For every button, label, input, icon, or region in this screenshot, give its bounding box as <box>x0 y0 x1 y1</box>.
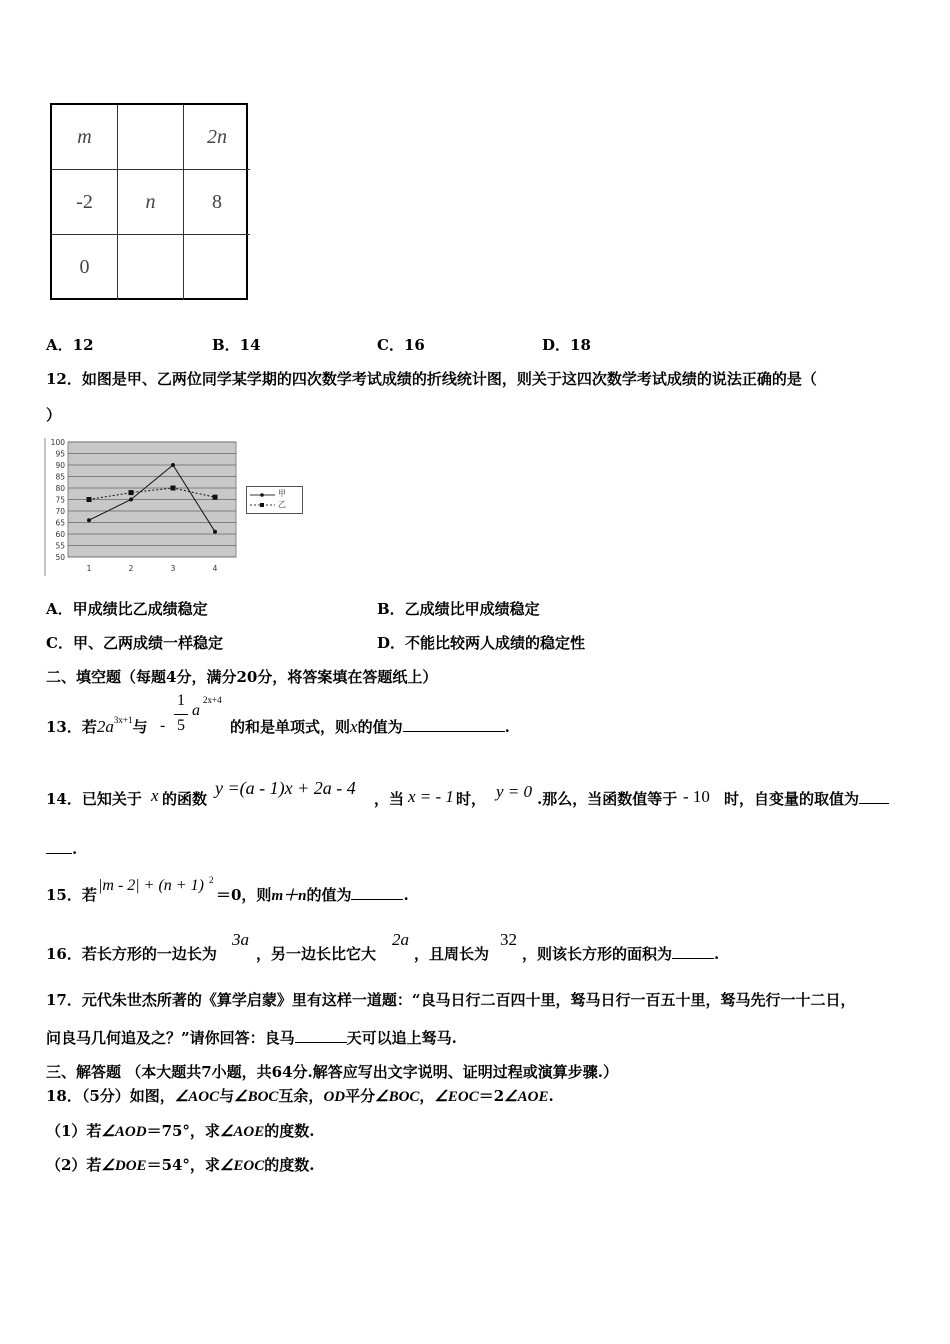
q12-option-d: D．不能比较两人成绩的稳定性 <box>377 634 586 652</box>
q14-answer-blank-cont[interactable] <box>46 839 72 854</box>
q13-answer-blank[interactable] <box>403 717 505 732</box>
section3-heading: 三、解答题 （本大题共7小题，共64分.解答应写出文字说明、证明过程或演算步骤.） <box>46 1063 618 1081</box>
q15-tail: 的值为 <box>306 886 352 904</box>
q18-stem <box>46 1086 554 1107</box>
q15-answer-blank[interactable] <box>351 885 403 900</box>
q18-p2-angle-doe: ∠DOE <box>101 1158 147 1174</box>
chart-y-tick-label: 90 <box>55 461 65 470</box>
q14-mid4: .那么，当函数值等于 <box>537 790 678 808</box>
grid-cell: 2n <box>184 105 250 170</box>
q13-line <box>46 717 147 739</box>
q14-mid5-text: 时，自变量的取值为 <box>724 790 860 808</box>
chart-point-jia <box>171 463 175 467</box>
q15-mid: ＝0，则 <box>216 886 272 904</box>
q13-tail <box>230 717 510 737</box>
q14-mid2: ，当 <box>374 790 405 808</box>
q15-end: . <box>403 886 409 904</box>
grid-cell: 0 <box>52 235 118 300</box>
legend-jia-marker-icon <box>260 493 264 497</box>
q18-angle-aoc: ∠AOC <box>174 1089 220 1105</box>
q18-p2e: 的度数. <box>264 1156 315 1174</box>
q15-tail-line <box>216 885 409 906</box>
q16-prefix: 16．若长方形的一边长为 <box>46 945 217 963</box>
q18-angle-aoe: ∠AOE <box>504 1089 549 1105</box>
q18-stem-m: . <box>548 1087 554 1105</box>
q18-stem-g: 平分 <box>345 1087 376 1105</box>
q12-stem-line2: ） <box>46 406 62 424</box>
q17-line2a: 问良马几何追及之？”请你回答：良马 <box>46 1029 295 1047</box>
grid-cell: n <box>118 170 184 235</box>
q14-value: - 10 <box>683 787 710 806</box>
chart-point-jia <box>213 530 217 534</box>
q14-cond2: y = 0 <box>496 782 533 801</box>
q15-prefix: 15．若 <box>46 886 97 904</box>
q13-frac-num: 1 <box>177 692 185 709</box>
q13-term2-exp: 2x+4 <box>203 695 222 705</box>
chart-y-tick-label: 60 <box>55 530 65 539</box>
chart-y-tick-label: 85 <box>55 472 65 482</box>
chart-point-yi <box>213 495 218 500</box>
q13-term1: 2a <box>96 717 114 736</box>
chart-x-tick-label: 4 <box>212 564 218 573</box>
grid-cell: -2 <box>52 170 118 235</box>
q13-frac-den: 5 <box>177 717 185 734</box>
q17-line2b: 天可以追上驽马. <box>346 1029 457 1047</box>
q15-sum: m＋n <box>271 888 307 904</box>
chart-x-tick-label: 3 <box>170 564 176 573</box>
q14-end: . <box>72 840 78 858</box>
q16-value3: 32 <box>500 930 517 949</box>
chart-y-tick-label: 75 <box>55 495 65 505</box>
chart-y-tick-label: 95 <box>55 449 65 459</box>
q13-frac-bar <box>174 714 188 715</box>
chart-y-tick-label: 65 <box>55 518 65 528</box>
q12-option-b: B．乙成绩比甲成绩稳定 <box>377 600 540 618</box>
chart-y-tick-label: 50 <box>55 553 65 562</box>
legend-label-yi: 乙 <box>278 500 286 509</box>
q18-angle-boc-2: ∠BOC <box>375 1089 420 1105</box>
q17-line1: 17．元代朱世杰所著的《算学启蒙》里有这样一道题：“良马日行二百四十里，驽马日行一百五十里，驽马先行一十二日， <box>46 991 856 1009</box>
q13-tail2: 的值为 <box>357 718 403 736</box>
q11-option-a: A．12 <box>46 336 94 354</box>
chart-y-tick-label: 80 <box>55 484 65 493</box>
q18-p2a: （2）若 <box>46 1156 102 1174</box>
q12-option-a: A．甲成绩比乙成绩稳定 <box>46 600 208 618</box>
legend-yi-marker-icon <box>260 503 264 507</box>
chart-x-tick-label: 2 <box>128 564 134 573</box>
chart-point-yi <box>129 490 134 495</box>
grid-cell: m <box>52 105 118 170</box>
q13-term2-base: a <box>192 702 200 719</box>
q14-mid3: 时， <box>456 790 487 808</box>
grid-cell <box>184 235 250 300</box>
q14-var: x <box>151 786 159 805</box>
q13-num: 13．若 <box>46 718 97 736</box>
q13-conj: 与 <box>132 718 148 736</box>
q11-option-c: C．16 <box>377 336 425 354</box>
q18-angle-eoc: ∠EOC <box>434 1089 479 1105</box>
q18-ray-od: OD <box>323 1089 346 1105</box>
chart-point-yi <box>87 497 92 502</box>
q13-minus: - <box>160 717 166 734</box>
q18-stem-k: ＝2 <box>478 1087 505 1105</box>
q18-p1-angle-aoe: ∠AOE <box>219 1124 265 1140</box>
section2-heading: 二、填空题（每题4分，满分20分，将答案填在答题纸上） <box>46 668 438 686</box>
q14-mid1: 的函数 <box>162 790 208 808</box>
q12-option-c: C．甲、乙两成绩一样稳定 <box>46 634 223 652</box>
grid-cell: 8 <box>184 170 250 235</box>
q14-function: y =(a - 1)x + 2a - 4 <box>215 778 356 798</box>
q16-tail: ，则该长方形的面积为 <box>522 945 673 963</box>
q18-stem-e: 互余， <box>278 1087 324 1105</box>
chart-x-tick-label: 1 <box>86 564 92 573</box>
q14-answer-blank[interactable] <box>859 789 889 804</box>
q16-mid2: ，且周长为 <box>414 945 490 963</box>
q16-value1: 3a <box>232 930 249 949</box>
q17-answer-blank[interactable] <box>295 1028 347 1043</box>
q11-option-d: D．18 <box>542 336 591 354</box>
legend-label-jia: 甲 <box>278 489 286 498</box>
q16-answer-blank[interactable] <box>672 944 714 959</box>
number-grid-table <box>50 103 248 300</box>
chart-y-tick-label: 55 <box>55 541 65 551</box>
chart-legend <box>246 486 303 514</box>
chart-y-tick-label: 100 <box>50 438 65 447</box>
q18-p2c: ＝54°，求 <box>146 1156 220 1174</box>
q13-end: . <box>504 718 510 736</box>
q16-value2: 2a <box>392 930 409 949</box>
q14-line2 <box>46 839 77 859</box>
q18-p1c: ＝75°，求 <box>146 1122 220 1140</box>
q11-option-b: B．14 <box>212 336 261 354</box>
q16-tail-line <box>522 944 719 964</box>
q13-tail-text: 的和是单项式，则 <box>230 718 351 736</box>
chart-point-jia <box>129 498 133 502</box>
q16-mid1: ，另一边长比它大 <box>256 945 377 963</box>
q14-mid5 <box>724 789 889 809</box>
legend-markers <box>249 490 277 510</box>
q15-exponent: 2 <box>209 875 214 885</box>
q18-stem-a: 18．（5分）如图， <box>46 1087 175 1105</box>
q18-angle-boc: ∠BOC <box>234 1089 279 1105</box>
q14-prefix: 14．已知关于 <box>46 790 142 808</box>
q13-term1-exp: 3x+1 <box>113 715 133 725</box>
q18-p1-angle-aod: ∠AOD <box>101 1124 147 1140</box>
q13-var: x <box>350 717 358 736</box>
q16-end: . <box>714 945 720 963</box>
q18-part2 <box>46 1155 314 1176</box>
q15-expression: |m - 2| + (n + 1) <box>98 877 204 894</box>
q18-stem-c: 与 <box>219 1087 235 1105</box>
q18-p1e: 的度数. <box>264 1122 315 1140</box>
q18-p2-angle-eoc: ∠EOC <box>219 1158 265 1174</box>
q18-part1 <box>46 1121 314 1142</box>
chart-point-jia <box>87 518 91 522</box>
chart-y-tick-label: 70 <box>55 507 65 516</box>
q17-line2 <box>46 1028 457 1048</box>
grid-cell <box>118 105 184 170</box>
grid-cell <box>118 235 184 300</box>
q12-stem-line1: 12．如图是甲、乙两位同学某学期的四次数学考试成绩的折线统计图，则关于这四次数学考试成绩的说法正确的是（ <box>46 370 817 388</box>
q14-cond1: x = - 1 <box>408 787 454 806</box>
chart-point-yi <box>171 486 176 491</box>
q18-stem-i: ， <box>419 1087 435 1105</box>
q18-p1a: （1）若 <box>46 1122 102 1140</box>
